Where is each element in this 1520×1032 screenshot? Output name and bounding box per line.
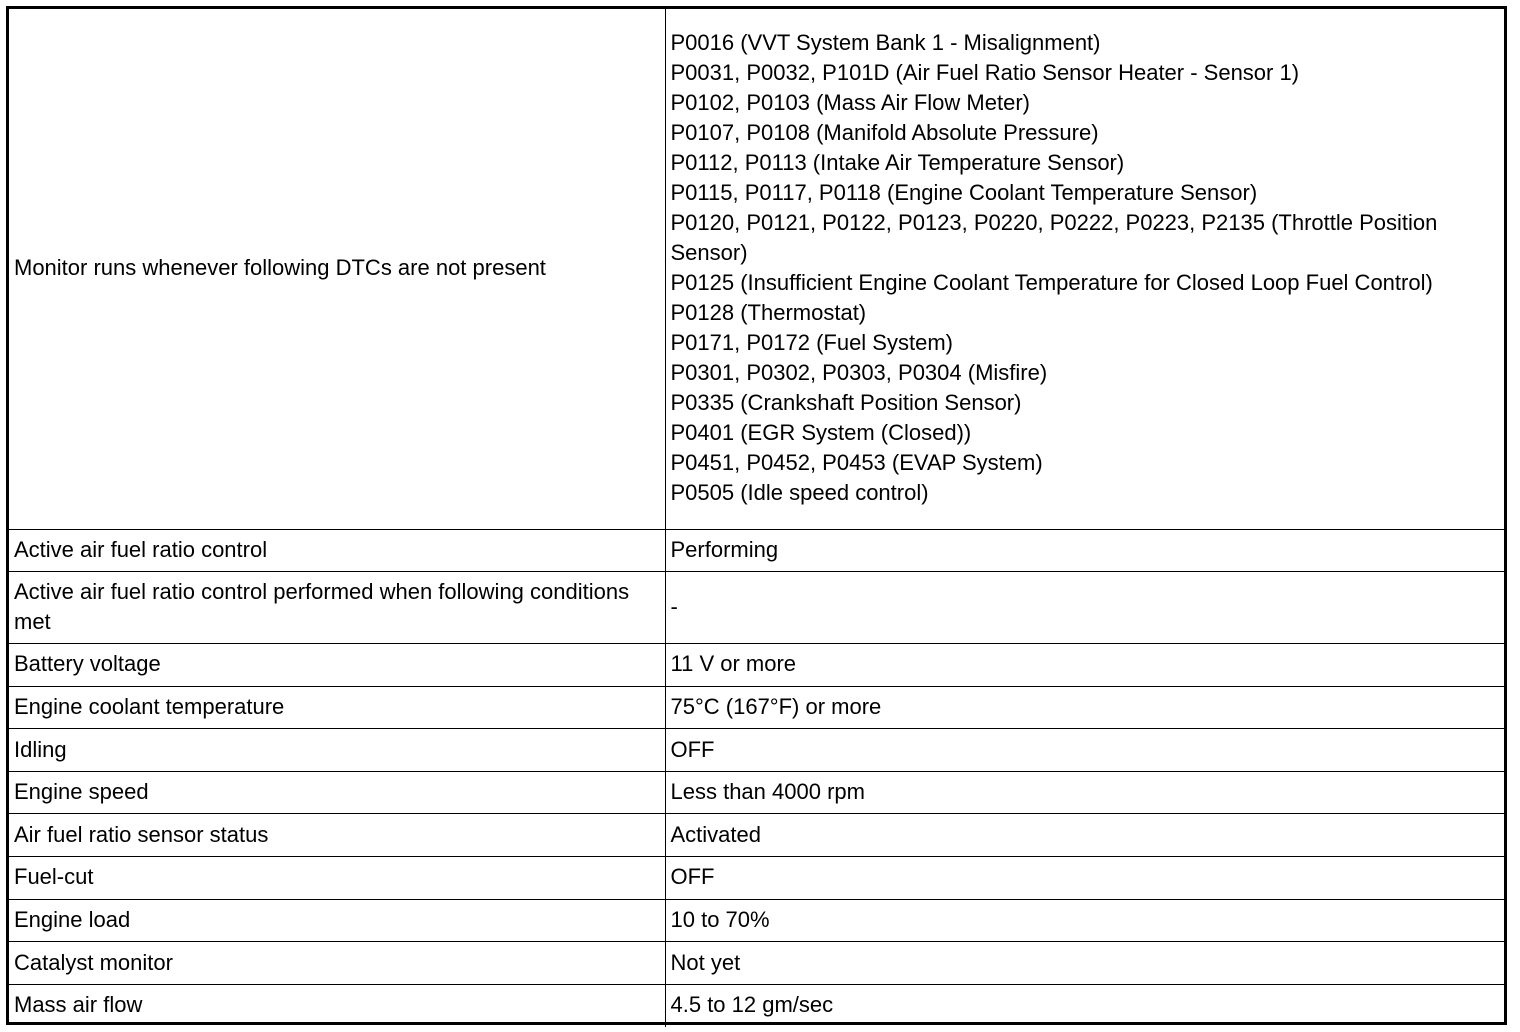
dtc-line: P0107, P0108 (Manifold Absolute Pressure) [670,119,1099,145]
row-label: Engine load [9,899,665,942]
dtc-line: P0120, P0121, P0122, P0123, P0220, P0222, P0223, P2135 (Throttle Position Sensor) [670,209,1438,265]
dtc-line: P0401 (EGR System (Closed)) [670,419,972,445]
dtc-list-cell [665,9,1504,529]
dtc-line: P0335 (Crankshaft Position Sensor) [670,389,1022,415]
row-label: Mass air flow [9,984,665,1027]
table-row [9,572,1504,644]
row-value: 4.5 to 12 gm/sec [665,984,1504,1027]
dtc-line: P0451, P0452, P0453 (EVAP System) [670,449,1043,475]
row-value: Not yet [665,942,1504,985]
row-label: Active air fuel ratio control [9,529,665,572]
row-value: Less than 4000 rpm [665,771,1504,814]
row-value: 10 to 70% [665,899,1504,942]
table-row [9,644,1504,687]
dtc-line: P0505 (Idle speed control) [670,479,929,505]
dtc-line: P0112, P0113 (Intake Air Temperature Sensor) [670,149,1125,175]
conditions-table-frame [6,6,1507,1025]
row-label: Monitor runs whenever following DTCs are not present [9,9,665,529]
table-row [9,729,1504,772]
table-row [9,984,1504,1027]
row-value: - [665,572,1504,644]
row-value: OFF [665,729,1504,772]
dtc-line: P0125 (Insufficient Engine Coolant Temperature for Closed Loop Fuel Control) [670,269,1433,295]
row-label: Air fuel ratio sensor status [9,814,665,857]
table-row [9,529,1504,572]
dtc-line: P0102, P0103 (Mass Air Flow Meter) [670,89,1030,115]
row-label: Engine speed [9,771,665,814]
row-value: Performing [665,529,1504,572]
row-value: Activated [665,814,1504,857]
row-label: Fuel-cut [9,857,665,900]
dtc-line: P0031, P0032, P101D (Air Fuel Ratio Sensor Heater - Sensor 1) [670,59,1300,85]
dtc-line: P0128 (Thermostat) [670,299,867,325]
row-label: Active air fuel ratio control performed when following conditions met [9,572,665,644]
table-row [9,814,1504,857]
row-label: Battery voltage [9,644,665,687]
dtc-line: P0301, P0302, P0303, P0304 (Misfire) [670,359,1048,385]
table-row [9,857,1504,900]
monitor-conditions-table [9,9,1504,1027]
row-label: Engine coolant temperature [9,686,665,729]
dtc-line: P0115, P0117, P0118 (Engine Coolant Temperature Sensor) [670,179,1258,205]
table-row [9,899,1504,942]
row-value: 75°C (167°F) or more [665,686,1504,729]
row-label: Catalyst monitor [9,942,665,985]
row-value: 11 V or more [665,644,1504,687]
table-row [9,9,1504,529]
table-row [9,771,1504,814]
table-row [9,942,1504,985]
table-row [9,686,1504,729]
row-label: Idling [9,729,665,772]
dtc-line: P0016 (VVT System Bank 1 - Misalignment) [670,29,1101,55]
row-value: OFF [665,857,1504,900]
dtc-line: P0171, P0172 (Fuel System) [670,329,953,355]
